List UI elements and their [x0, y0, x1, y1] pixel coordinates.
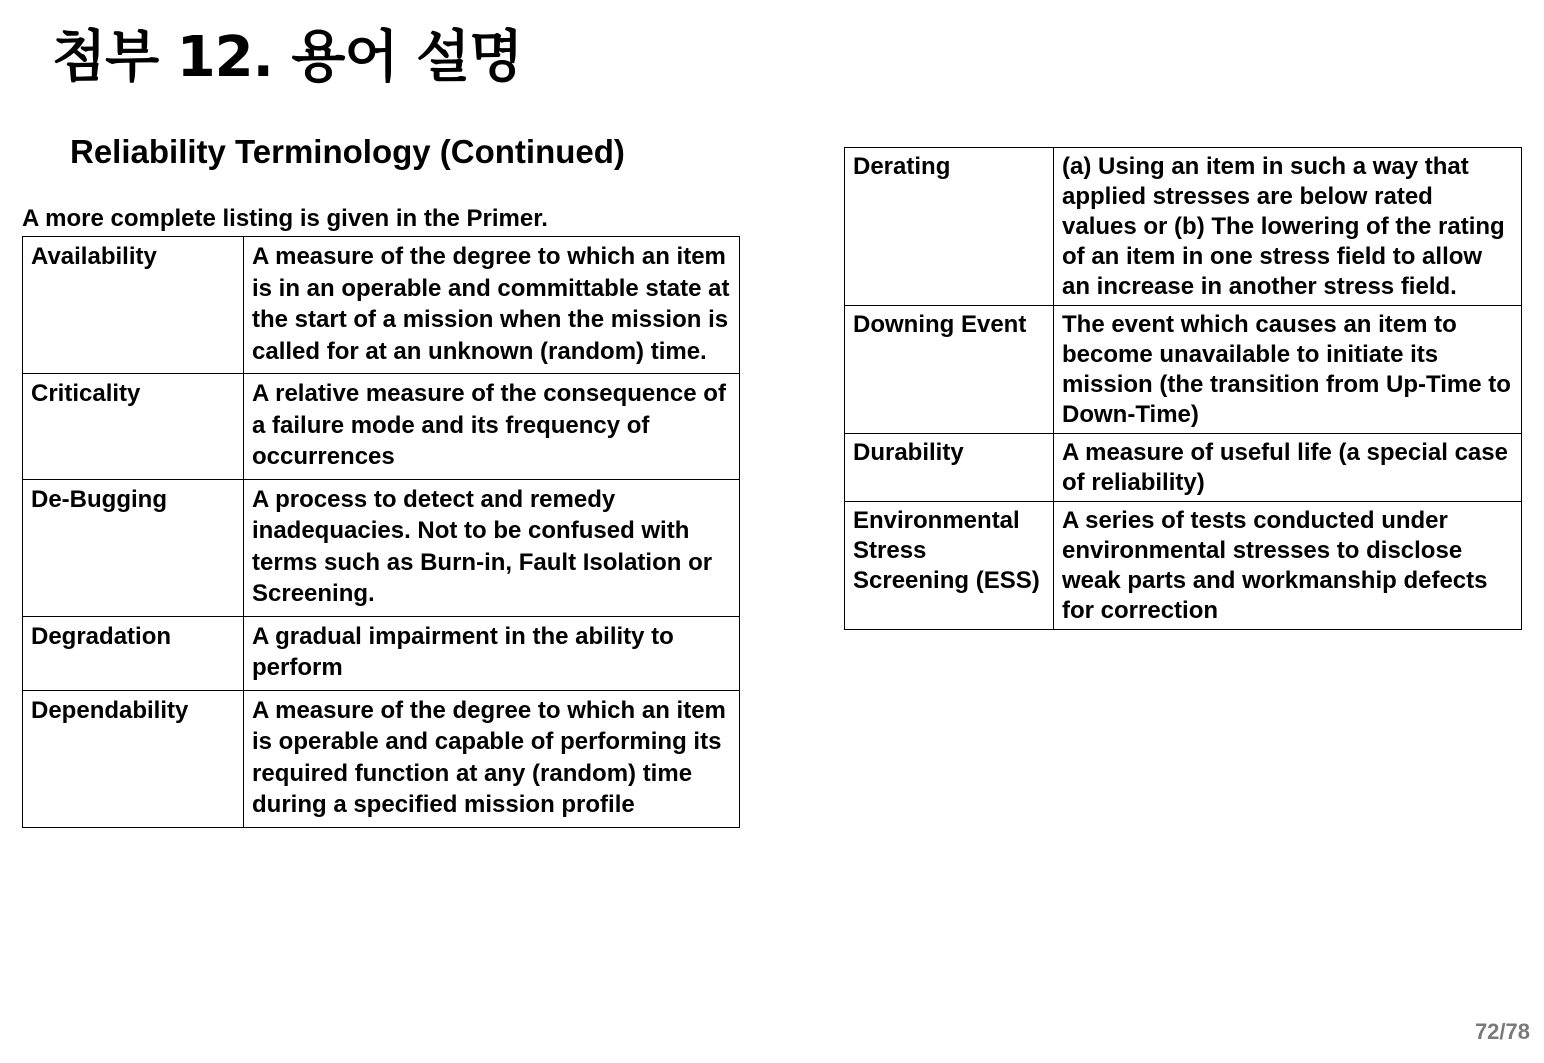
definition-cell: A process to detect and remedy inadequacies. Not to be confused with terms such as Burn-in, Fault Isolation or Screening.	[244, 479, 740, 616]
definition-cell: A series of tests conducted under environmental stresses to disclose weak parts and workmanship defects for correction	[1054, 502, 1522, 630]
table-row	[23, 616, 740, 690]
definition-cell: The event which causes an item to become unavailable to initiate its mission (the transition from Up-Time to Down-Time)	[1054, 306, 1522, 434]
term-cell: Availability	[23, 237, 244, 374]
table-row	[845, 148, 1522, 306]
section-title: Reliability Terminology (Continued)	[70, 133, 625, 170]
table-row	[23, 479, 740, 616]
page-number: 72/78	[1474, 1019, 1530, 1044]
definition-cell: A measure of the degree to which an item is operable and capable of performing its required function at any (random) time during a specified mission profile	[244, 690, 740, 827]
terminology-table-right	[844, 147, 1522, 630]
definition-cell: (a) Using an item in such a way that applied stresses are below rated values or (b) The lowering of the rating of an item in one stress field to allow an increase in another stress field.	[1054, 148, 1522, 306]
table-row	[23, 237, 740, 374]
term-cell: Downing Event	[845, 306, 1054, 434]
definition-cell: A measure of useful life (a special case of reliability)	[1054, 434, 1522, 502]
table-row	[845, 502, 1522, 630]
term-cell: Dependability	[23, 690, 244, 827]
table-row	[23, 374, 740, 480]
term-cell: De-Bugging	[23, 479, 244, 616]
term-cell: Criticality	[23, 374, 244, 480]
term-cell: Environmental Stress Screening (ESS)	[845, 502, 1054, 630]
page-title: 첨부 12. 용어 설명	[52, 25, 523, 90]
definition-cell: A measure of the degree to which an item is in an operable and committable state at the start of a mission when the mission is called for at an unknown (random) time.	[244, 237, 740, 374]
term-cell: Durability	[845, 434, 1054, 502]
term-cell: Derating	[845, 148, 1054, 306]
table-row	[23, 690, 740, 827]
table-row	[845, 306, 1522, 434]
definition-cell: A gradual impairment in the ability to perform	[244, 616, 740, 690]
terminology-table-left	[22, 236, 740, 828]
intro-text: A more complete listing is given in the Primer.	[22, 205, 548, 232]
term-cell: Degradation	[23, 616, 244, 690]
definition-cell: A relative measure of the consequence of a failure mode and its frequency of occurrences	[244, 374, 740, 480]
table-row	[845, 434, 1522, 502]
